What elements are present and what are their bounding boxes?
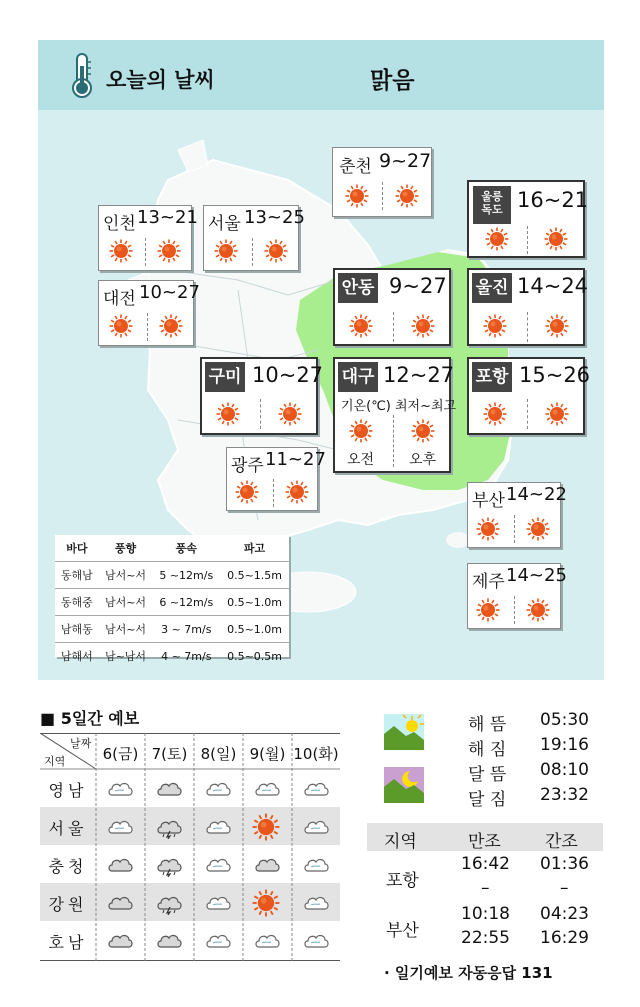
- forecast-title: ■ 5일간 예보: [40, 709, 140, 728]
- sunset-time: 19:16: [540, 735, 589, 755]
- sea-header: 풍향: [114, 542, 137, 555]
- city-name: 대구: [338, 362, 378, 392]
- temp-range: 13~25: [244, 207, 305, 228]
- sunny-icon: [545, 314, 569, 338]
- city-card-busan: [467, 482, 567, 548]
- tide-low-time: 01:36: [540, 854, 589, 874]
- moonrise-time: 08:10: [540, 760, 589, 780]
- partly-cloudy-icon: [203, 813, 235, 841]
- temp-range: 14~24: [517, 274, 589, 298]
- sunny-icon: [345, 184, 369, 208]
- cloudy-icon: [154, 927, 186, 955]
- wind-direction: 남서~서: [99, 589, 153, 616]
- city-name: 서울: [208, 214, 241, 234]
- thunderstorm-icon: [154, 851, 186, 879]
- sea-header: 바다: [66, 542, 88, 555]
- sunny-icon: [545, 402, 569, 426]
- partly-cloudy-icon: [203, 851, 235, 879]
- tide-low-time: –: [560, 878, 569, 898]
- partly-cloudy-icon: [301, 927, 333, 955]
- temp-range: 14~22: [506, 484, 567, 505]
- sea-row: [55, 589, 289, 616]
- cloudy-icon: [252, 851, 284, 879]
- sunny-icon: [483, 402, 507, 426]
- sunny-icon: [349, 314, 373, 338]
- sunny-icon: [235, 480, 259, 504]
- sunny-icon: [159, 314, 183, 338]
- wave-height: 0.5~1.0m: [220, 616, 289, 643]
- sunny-icon: [109, 314, 133, 338]
- city-name: 구미: [205, 362, 245, 392]
- forecast-region-name: 강원: [48, 895, 88, 914]
- city-card-chuncheon: [332, 147, 432, 217]
- partly-cloudy-icon: [252, 927, 284, 955]
- sunny-icon: [526, 598, 550, 622]
- sea-area: 동해중: [55, 589, 99, 616]
- moonset-label: 달 짐: [468, 790, 507, 810]
- sea-row: [55, 562, 289, 589]
- sunny-icon: [411, 419, 435, 443]
- partly-cloudy-icon: [203, 775, 235, 803]
- cloudy-icon: [105, 927, 137, 955]
- sunrise-mountain-icon: [384, 714, 424, 750]
- tide-region-pohang: 포항: [386, 871, 419, 891]
- sunrise-time: 05:30: [540, 710, 589, 730]
- partly-cloudy-icon: [203, 889, 235, 917]
- sunny-icon: [278, 402, 302, 426]
- city-name: 제주: [472, 572, 505, 592]
- tide-header-low: 간조: [545, 832, 578, 852]
- sunny-icon: [216, 402, 240, 426]
- city-name: 부산: [472, 491, 505, 511]
- sunny-icon: [349, 419, 373, 443]
- sunny-icon: [483, 314, 507, 338]
- wave-height: 0.5~1.5m: [220, 562, 289, 589]
- city-card-pohang: [467, 357, 591, 435]
- tide-high-time: –: [481, 878, 490, 898]
- temp-range: 14~25: [506, 565, 567, 586]
- day-header: 8(일): [200, 745, 237, 763]
- pm-label: 오후: [409, 452, 437, 468]
- tide-high-time: 10:18: [461, 904, 510, 924]
- city-card-gwangju: [226, 447, 326, 511]
- moonset-time: 23:32: [540, 785, 589, 805]
- tide-header-high: 만조: [468, 832, 501, 852]
- wind-direction: 남~남서: [99, 643, 153, 670]
- temp-range: 12~27: [383, 363, 455, 387]
- tide-high-time: 22:55: [461, 928, 510, 948]
- city-name: 인천: [103, 214, 136, 234]
- tide-high-time: 16:42: [461, 854, 510, 874]
- sea-conditions-panel: [55, 535, 289, 663]
- temp-range: 10~27: [139, 282, 200, 303]
- city-card-seoul: [203, 205, 305, 271]
- temp-range: 10~27: [252, 363, 324, 387]
- partly-cloudy-icon: [301, 813, 333, 841]
- region-corner-label: 지역: [44, 755, 66, 768]
- city-card-incheon: [98, 205, 198, 271]
- wind-speed: 3 ~ 7m/s: [152, 616, 220, 643]
- thunderstorm-icon: [154, 889, 186, 917]
- sea-header: 파고: [243, 542, 266, 555]
- city-card-uljin: [467, 268, 589, 346]
- partly-cloudy-icon: [105, 775, 137, 803]
- sea-area: 동해남: [55, 562, 99, 589]
- partly-cloudy-icon: [252, 775, 284, 803]
- sunrise-label: 해 뜸: [468, 715, 507, 735]
- city-name: 광주: [231, 456, 264, 476]
- sunny-icon: [476, 517, 500, 541]
- sea-row: [55, 643, 289, 670]
- temp-range: 13~21: [137, 207, 198, 228]
- temp-range: 16~21: [517, 188, 589, 212]
- wind-speed: 5 ~12m/s: [152, 562, 220, 589]
- partly-cloudy-icon: [301, 775, 333, 803]
- day-header: 9(월): [249, 745, 286, 763]
- wave-height: 0.5~0.5m: [220, 643, 289, 670]
- sea-area: 남해동: [55, 616, 99, 643]
- wind-direction: 남서~서: [99, 616, 153, 643]
- city-name: 울릉 독도: [473, 186, 511, 224]
- sunny-icon: [157, 239, 181, 263]
- sunny-icon: [526, 517, 550, 541]
- city-name: 포항: [472, 362, 512, 392]
- sunset-label: 해 짐: [468, 740, 507, 760]
- sea-conditions-table: [55, 535, 289, 669]
- moonrise-mountain-icon: [384, 767, 424, 803]
- city-name: 안동: [338, 273, 378, 303]
- sunny-icon: [544, 227, 568, 251]
- thermometer-icon: [68, 52, 96, 100]
- day-header: 10(화): [293, 745, 339, 763]
- moonrise-label: 달 뜸: [468, 765, 507, 785]
- forecast-region-name: 서울: [48, 819, 88, 838]
- temp-range: 11~27: [265, 449, 326, 470]
- wind-speed: 6 ~12m/s: [152, 589, 220, 616]
- sea-area: 남해서: [55, 643, 99, 670]
- wind-speed: 4 ~ 7m/s: [152, 643, 220, 670]
- sea-row: [55, 616, 289, 643]
- city-card-gumi: [200, 357, 324, 435]
- city-card-andong: [333, 268, 451, 346]
- city-card-jeju: [467, 563, 567, 629]
- day-header: 7(토): [151, 745, 188, 763]
- sunny-icon: [476, 598, 500, 622]
- date-corner-label: 날짜: [70, 737, 92, 750]
- sunny-icon: [285, 480, 309, 504]
- forecast-region-name: 영남: [48, 781, 88, 800]
- sunny-icon: [109, 239, 133, 263]
- sunny-icon: [411, 314, 435, 338]
- partly-cloudy-icon: [105, 813, 137, 841]
- city-card-daejeon: [98, 280, 200, 346]
- wind-direction: 남서~서: [99, 562, 153, 589]
- sunny-icon: [252, 813, 284, 841]
- sunny-icon: [264, 239, 288, 263]
- weather-condition: 맑음: [370, 68, 415, 94]
- city-name: 대전: [103, 289, 136, 309]
- am-label: 오전: [347, 452, 375, 468]
- forecast-grid-lines: [40, 733, 340, 961]
- partly-cloudy-icon: [301, 889, 333, 917]
- sunny-icon: [395, 184, 419, 208]
- sunny-icon: [252, 889, 284, 917]
- temp-range: 9~27: [379, 150, 432, 172]
- tide-low-time: 16:29: [540, 928, 589, 948]
- forecast-region-name: 충청: [48, 857, 88, 876]
- forecast-grid: [40, 733, 340, 961]
- thunderstorm-icon: [154, 813, 186, 841]
- city-name: 울진: [472, 273, 512, 303]
- footer-hotline: · 일기예보 자동응답 131: [384, 964, 553, 982]
- header-title: 오늘의 날씨: [106, 68, 215, 92]
- temp-legend: 기온(℃) 최저~최고: [341, 399, 457, 414]
- tide-header-region: 지역: [384, 832, 417, 852]
- city-card-ulleung: [467, 180, 589, 258]
- city-name: 춘천: [339, 157, 372, 177]
- temp-range: 9~27: [389, 274, 447, 298]
- city-card-daegu: [333, 357, 457, 473]
- temp-range: 15~26: [519, 363, 591, 387]
- partly-cloudy-icon: [301, 851, 333, 879]
- cloudy-icon: [154, 775, 186, 803]
- cloudy-icon: [105, 851, 137, 879]
- cloudy-icon: [105, 889, 137, 917]
- tide-region-busan: 부산: [386, 921, 419, 941]
- sea-header: 풍속: [175, 542, 197, 555]
- wave-height: 0.5~1.0m: [220, 589, 289, 616]
- sunny-icon: [485, 227, 509, 251]
- day-header: 6(금): [102, 745, 139, 763]
- forecast-region-name: 호남: [48, 933, 88, 952]
- sunny-icon: [214, 239, 238, 263]
- tide-low-time: 04:23: [540, 904, 589, 924]
- partly-cloudy-icon: [203, 927, 235, 955]
